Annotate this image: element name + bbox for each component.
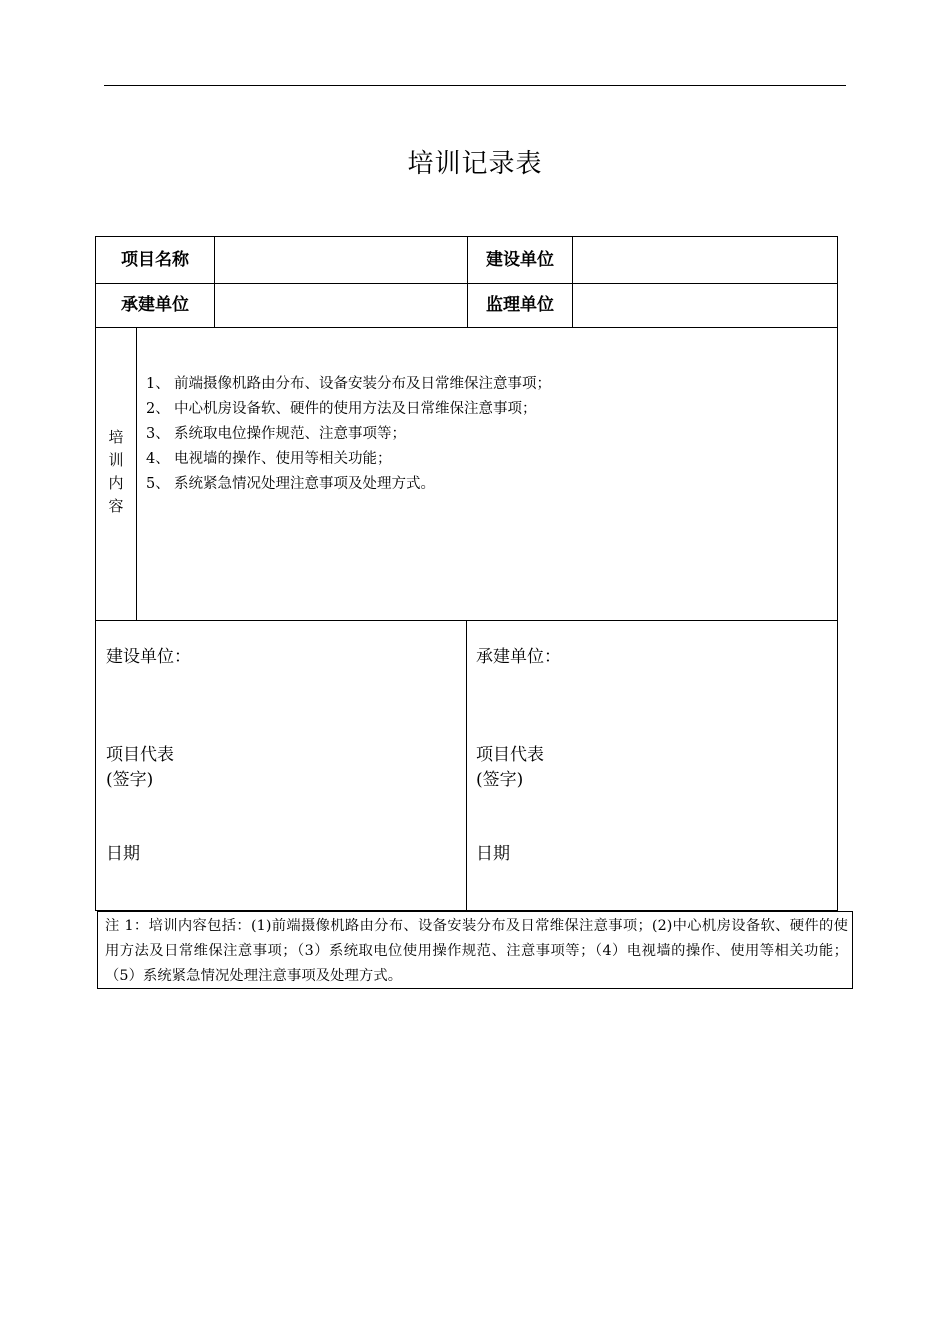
list-item: 4、 电视墙的操作、使用等相关功能； bbox=[146, 451, 392, 467]
right-unit-label: 承建单位： bbox=[476, 647, 561, 667]
right-sign-label: (签字) bbox=[476, 770, 524, 790]
contractor-field[interactable] bbox=[215, 284, 467, 327]
supervisor-field[interactable] bbox=[573, 284, 837, 327]
header-rule bbox=[104, 85, 846, 86]
right-rep-label: 项目代表 bbox=[476, 745, 544, 765]
right-date-label: 日期 bbox=[476, 844, 510, 864]
training-content-label bbox=[96, 328, 136, 621]
builder-unit-label: 建设单位 bbox=[486, 250, 554, 270]
training-record-form bbox=[95, 236, 838, 911]
signature-divider bbox=[466, 620, 467, 912]
list-item: 3、 系统取电位操作规范、注意事项等； bbox=[146, 426, 406, 442]
contractor-label: 承建单位 bbox=[121, 295, 189, 315]
builder-unit-field[interactable] bbox=[573, 237, 837, 283]
page-title: 培训记录表 bbox=[407, 149, 543, 179]
supervisor-label: 监理单位 bbox=[486, 295, 554, 315]
training-label-divider bbox=[136, 327, 137, 620]
project-name-label: 项目名称 bbox=[121, 250, 189, 270]
left-unit-label: 建设单位： bbox=[106, 647, 191, 667]
project-name-field[interactable] bbox=[215, 237, 467, 283]
row-divider-2 bbox=[96, 327, 837, 328]
left-date-label: 日期 bbox=[106, 844, 140, 864]
training-content-list bbox=[146, 372, 551, 497]
footnote: 注 1：培训内容包括：(1)前端摄像机路由分布、设备安装分布及日常维保注意事项；(2)中心机房设备软、硬件的使用方法及日常维保注意事项；（3）系统取电位使用操作规范、注意事项等；（4）电视墙的操作、使用等相关功能；（5）系统紧急情况处理注意事项及处理方式。 bbox=[97, 911, 853, 989]
training-content-label-text: 培训内容 bbox=[106, 428, 125, 521]
list-item: 2、 中心机房设备软、硬件的使用方法及日常维保注意事项； bbox=[146, 401, 537, 417]
list-item: 5、 系统紧急情况处理注意事项及处理方式。 bbox=[146, 476, 435, 492]
list-item: 1、 前端摄像机路由分布、设备安装分布及日常维保注意事项； bbox=[146, 376, 551, 392]
left-rep-label: 项目代表 bbox=[106, 745, 174, 765]
left-sign-label: (签字) bbox=[106, 770, 154, 790]
